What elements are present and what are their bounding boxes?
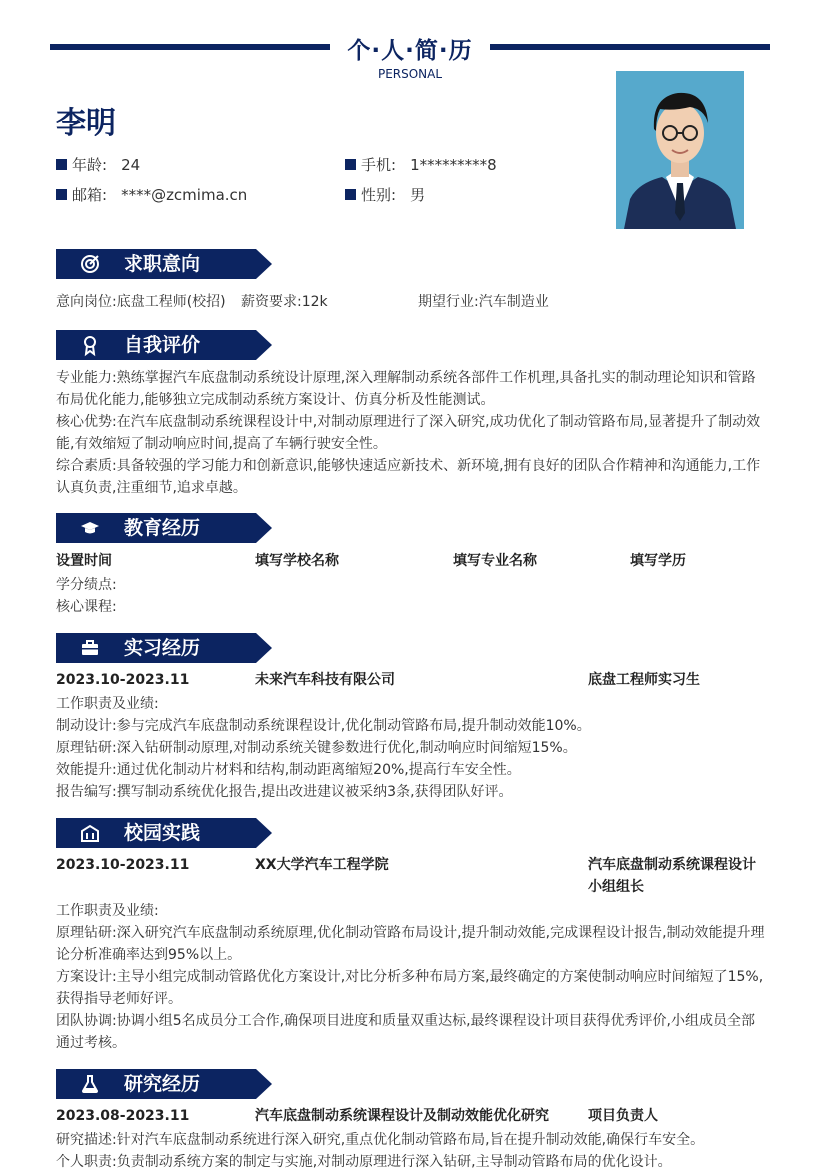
profile-photo bbox=[616, 71, 744, 229]
education-courses: 核心课程: bbox=[56, 599, 117, 615]
internship-item: 报告编写:撰写制动系统优化报告,提出改进建议被采纳3条,获得团队好评。 bbox=[56, 784, 513, 800]
campus-body bbox=[56, 900, 768, 1054]
section-header-internship bbox=[56, 633, 272, 663]
bullet-square-icon bbox=[345, 189, 356, 200]
gender-value: 男 bbox=[410, 186, 426, 204]
internship-role: 底盘工程师实习生 bbox=[588, 672, 700, 688]
section-title: 实习经历 bbox=[124, 637, 201, 659]
campus-item: 团队协调:协调小组5名成员分工合作,确保项目进度和质量双重达标,最终课程设计项目获得优秀评价,小组成员全部通过考核。 bbox=[56, 1013, 755, 1051]
research-body bbox=[56, 1129, 768, 1173]
target-icon bbox=[80, 254, 100, 274]
gender-row bbox=[345, 184, 425, 205]
research-project: 汽车底盘制动系统课程设计及制动效能优化研究 bbox=[255, 1108, 549, 1124]
education-school: 填写学校名称 bbox=[255, 553, 339, 569]
campus-date: 2023.10-2023.11 bbox=[56, 857, 190, 873]
bullet-square-icon bbox=[345, 159, 356, 170]
gender-label: 性别: bbox=[361, 186, 397, 204]
education-major: 填写专业名称 bbox=[453, 553, 537, 569]
email-value: ****@zcmima.cn bbox=[121, 186, 248, 204]
intent-salary: 薪资要求:12k bbox=[241, 294, 328, 310]
self-eval-paragraph: 专业能力:熟练掌握汽车底盘制动系统设计原理,深入理解制动系统各部件工作机理,具备扎实的制动理论知识和管路布局优化能力,能够独立完成制动系统方案设计、仿真分析及性能测试。 bbox=[56, 370, 756, 408]
phone-label: 手机: bbox=[361, 156, 397, 174]
self-eval-paragraph: 综合素质:具备较强的学习能力和创新意识,能够快速适应新技术、新环境,拥有良好的团队合作精神和沟通能力,工作认真负责,注重细节,追求卓越。 bbox=[56, 458, 761, 496]
bullet-square-icon bbox=[56, 189, 67, 200]
medal-icon bbox=[80, 335, 100, 355]
resume-title: 个·人·简·历 bbox=[347, 38, 473, 64]
research-item: 研究描述:针对汽车底盘制动系统进行深入研究,重点优化制动管路布局,旨在提升制动效能,确保行车安全。 bbox=[56, 1132, 705, 1148]
section-title: 校园实践 bbox=[124, 822, 201, 844]
intent-industry: 期望行业:汽车制造业 bbox=[418, 294, 549, 310]
section-title: 自我评价 bbox=[124, 334, 201, 356]
campus-item: 原理钻研:深入研究汽车底盘制动系统原理,优化制动管路布局设计,提升制动效能,完成课程设计报告,制动效能提升理论分析准确率达到95%以上。 bbox=[56, 925, 765, 963]
candidate-name: 李明 bbox=[56, 106, 116, 141]
age-label: 年龄: bbox=[72, 156, 108, 174]
education-gpa: 学分绩点: bbox=[56, 577, 117, 593]
section-title: 教育经历 bbox=[124, 517, 201, 539]
internship-company: 未来汽车科技有限公司 bbox=[255, 672, 395, 688]
section-title: 求职意向 bbox=[124, 253, 201, 275]
self-eval-paragraph: 核心优势:在汽车底盘制动系统课程设计中,对制动原理进行了深入研究,成功优化了制动管路布局,显著提升了制动效能,有效缩短了制动响应时间,提高了车辆行驶安全性。 bbox=[56, 414, 761, 452]
section-header-self-evaluation bbox=[56, 330, 272, 360]
phone-value: 1*********8 bbox=[410, 156, 497, 174]
phone-row bbox=[345, 154, 497, 175]
intent-position: 意向岗位:底盘工程师(校招) bbox=[56, 294, 226, 310]
section-header-job-intent bbox=[56, 249, 272, 279]
campus-org: XX大学汽车工程学院 bbox=[255, 857, 389, 873]
section-header-campus-practice bbox=[56, 818, 272, 848]
education-time: 设置时间 bbox=[56, 553, 112, 569]
campus-item: 方案设计:主导小组完成制动管路优化方案设计,对比分析多种布局方案,最终确定的方案使制动响应时间缩短了15%,获得指导老师好评。 bbox=[56, 969, 764, 1007]
section-header-education bbox=[56, 513, 272, 543]
email-label: 邮箱: bbox=[72, 186, 108, 204]
section-header-research bbox=[56, 1069, 272, 1099]
briefcase-icon bbox=[80, 638, 100, 658]
internship-body bbox=[56, 693, 768, 803]
campus-role: 汽车底盘制动系统课程设计小组组长 bbox=[588, 857, 756, 895]
education-degree: 填写学历 bbox=[630, 553, 686, 569]
portrait-illustration bbox=[616, 71, 744, 229]
section-title: 研究经历 bbox=[124, 1073, 201, 1095]
research-date: 2023.08-2023.11 bbox=[56, 1108, 190, 1124]
graduation-cap-icon bbox=[80, 518, 100, 538]
bullet-square-icon bbox=[56, 159, 67, 170]
internship-date: 2023.10-2023.11 bbox=[56, 672, 190, 688]
research-item: 个人职责:负责制动系统方案的制定与实施,对制动原理进行深入钻研,主导制动管路布局的优化设计。 bbox=[56, 1154, 672, 1170]
internship-item: 效能提升:通过优化制动片材料和结构,制动距离缩短20%,提高行车安全性。 bbox=[56, 762, 521, 778]
age-value: 24 bbox=[121, 156, 141, 174]
flask-icon bbox=[80, 1074, 100, 1094]
internship-item: 原理钻研:深入钻研制动原理,对制动系统关键参数进行优化,制动响应时间缩短15%。 bbox=[56, 740, 577, 756]
resume-subtitle: PERSONAL bbox=[377, 67, 443, 81]
internship-duties-label: 工作职责及业绩: bbox=[56, 696, 159, 712]
email-row bbox=[56, 184, 247, 205]
research-role: 项目负责人 bbox=[588, 1108, 658, 1124]
campus-duties-label: 工作职责及业绩: bbox=[56, 903, 159, 919]
internship-item: 制动设计:参与完成汽车底盘制动系统课程设计,优化制动管路布局,提升制动效能10%。 bbox=[56, 718, 591, 734]
title-rule-left bbox=[50, 44, 330, 50]
age-row bbox=[56, 154, 140, 175]
building-icon bbox=[80, 823, 100, 843]
title-rule-right bbox=[490, 44, 770, 50]
self-evaluation-body bbox=[56, 367, 768, 499]
